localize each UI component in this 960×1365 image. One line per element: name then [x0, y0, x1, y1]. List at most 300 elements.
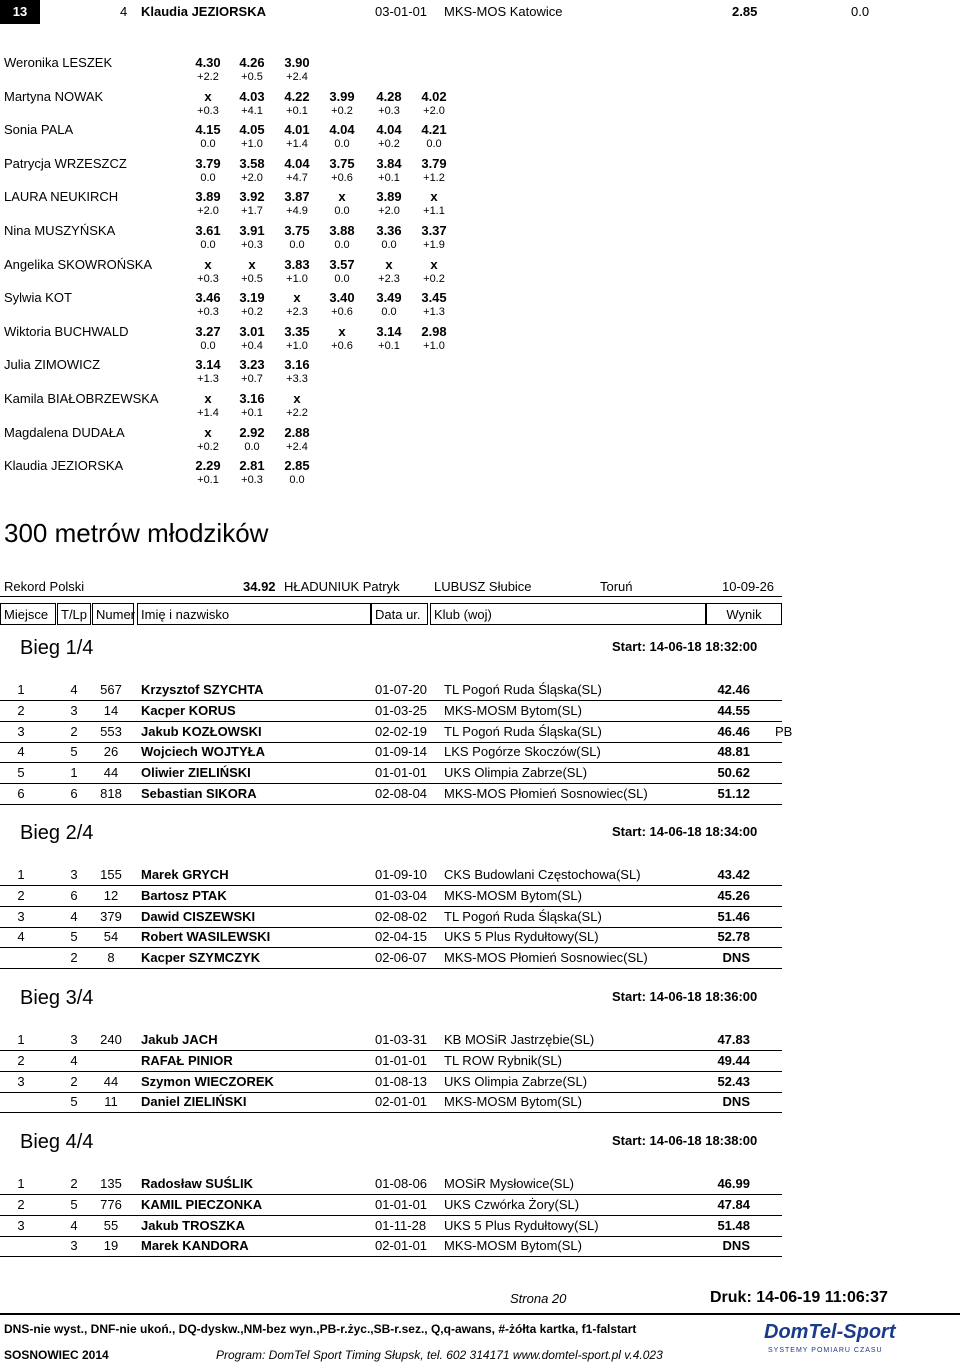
attempt-wind: +1.4	[286, 138, 308, 151]
record-value: 34.92	[243, 579, 276, 594]
attempt-result: 4.22	[284, 88, 310, 104]
cell-dob: 01-03-25	[375, 702, 428, 718]
attempt-result: 3.40	[329, 290, 355, 306]
cell-bib: 55	[103, 1217, 119, 1233]
cell-place: 4	[17, 744, 25, 760]
table-row	[0, 784, 782, 805]
record-holder: HŁADUNIUK Patryk	[284, 579, 400, 594]
attempt-result: 3.84	[376, 155, 402, 171]
attempt-result: 3.88	[329, 223, 355, 238]
cell-place: 1	[17, 1176, 25, 1191]
cell-place: 3	[17, 723, 25, 739]
cell-result: 51.12	[717, 786, 750, 801]
logo-subtext: SYSTEMY POMIARU CZASU	[768, 1347, 883, 1354]
cell-place: 2	[17, 1052, 25, 1068]
attempt-wind: +0.3	[241, 239, 263, 251]
attempt-wind: 0.0	[426, 138, 442, 151]
cell-result: 51.46	[717, 908, 750, 924]
attempt-wind: 0.0	[200, 138, 216, 151]
cell-bib: 135	[100, 1176, 122, 1191]
attempt-wind: +2.2	[286, 407, 308, 419]
attempt-athlete-name: LAURA NEUKIRCH	[4, 189, 119, 205]
cell-name: Oliwier ZIELIŃSKI	[141, 765, 251, 781]
attempt-wind: 0.0	[200, 171, 216, 184]
print-timestamp: Druk: 14-06-19 11:06:37	[710, 1289, 888, 1306]
cell-club: KB MOSiR Jastrzębie(SL)	[444, 1032, 595, 1047]
attempt-result: x	[293, 290, 301, 306]
cell-name: Jakub JACH	[141, 1032, 218, 1047]
cell-bib: 44	[103, 1073, 119, 1089]
record-club: LUBUSZ Słubice	[434, 579, 532, 594]
cell-dob: 01-08-06	[375, 1176, 428, 1191]
cell-place: 3	[17, 1073, 25, 1089]
cell-dob: 02-01-01	[375, 1238, 428, 1254]
table-row	[0, 907, 782, 928]
cell-place: 1	[17, 867, 25, 882]
header-lane: T/Lp	[57, 603, 91, 625]
wind: 0.0	[851, 4, 870, 19]
cell-dob: 02-01-01	[375, 1094, 428, 1110]
attempt-wind: +0.2	[197, 440, 219, 453]
cell-result: DNS	[722, 1094, 750, 1110]
dob: 03-01-01	[375, 4, 428, 19]
cell-lane: 5	[70, 1196, 78, 1212]
cell-bib: 155	[100, 867, 122, 882]
heat-start-time: Start: 14-06-18 18:34:00	[612, 824, 758, 839]
attempt-result: 3.75	[284, 223, 310, 238]
cell-place: 3	[17, 908, 25, 924]
club: MKS-MOS Katowice	[444, 4, 563, 19]
attempt-athlete-name: Nina MUSZYŃSKA	[4, 223, 116, 238]
table-row	[0, 680, 782, 701]
cell-lane: 6	[70, 786, 78, 801]
cell-place: 6	[17, 786, 25, 801]
attempt-result: 4.05	[239, 122, 265, 138]
attempt-wind: 0.0	[200, 339, 216, 352]
attempt-result: 3.57	[329, 256, 355, 272]
program-info: Program: DomTel Sport Timing Słupsk, tel. 602 314171 www.domtel-sport.pl v.4.023	[216, 1348, 663, 1362]
cell-result: 52.43	[717, 1073, 750, 1089]
attempt-result: x	[248, 256, 256, 272]
attempt-wind: +0.3	[241, 474, 263, 487]
cell-lane: 4	[70, 908, 78, 924]
attempt-result: 4.21	[421, 122, 447, 138]
attempt-wind: +2.3	[286, 306, 308, 319]
cell-bib: 54	[103, 929, 119, 945]
cell-club: MKS-MOSM Bytom(SL)	[444, 1238, 582, 1254]
result: 2.85	[732, 4, 758, 19]
attempt-result: 3.37	[421, 223, 447, 238]
cell-name: Radosław SUŚLIK	[141, 1176, 253, 1191]
cell-result: 48.81	[717, 744, 750, 760]
attempt-result: 3.35	[284, 323, 310, 339]
record-date: 10-09-26	[722, 579, 775, 594]
heat-title: Bieg 3/4	[20, 987, 94, 1009]
attempt-result: 4.01	[284, 122, 310, 138]
attempt-athlete-name: Wiktoria BUCHWALD	[4, 323, 129, 339]
cell-dob: 02-08-02	[375, 908, 428, 924]
attempt-result: 2.85	[284, 458, 310, 474]
attempt-wind: +0.5	[241, 272, 263, 285]
attempt-wind: +0.3	[197, 272, 219, 285]
cell-lane: 2	[70, 1073, 78, 1089]
cell-lane: 4	[70, 1217, 78, 1233]
cell-name: Jakub KOZŁOWSKI	[141, 723, 262, 739]
cell-dob: 02-04-15	[375, 929, 428, 945]
attempt-wind: 0.0	[334, 239, 350, 251]
cell-name: Dawid CISZEWSKI	[141, 908, 256, 924]
cell-name: Bartosz PTAK	[141, 887, 227, 903]
table-row	[0, 1236, 782, 1257]
attempt-athlete-name: Magdalena DUDAŁA	[4, 424, 125, 440]
cell-club: MKS-MOSM Bytom(SL)	[444, 887, 582, 903]
attempt-result: 3.89	[195, 189, 221, 205]
cell-club: CKS Budowlani Częstochowa(SL)	[444, 867, 641, 882]
attempt-wind: +0.1	[378, 171, 400, 184]
cell-place: 1	[17, 1032, 25, 1047]
cell-name: Kacper SZYMCZYK	[141, 950, 261, 966]
attempt-result: 3.90	[284, 55, 310, 70]
cell-name: RAFAŁ PINIOR	[141, 1052, 233, 1068]
cell-dob: 02-02-19	[375, 723, 428, 739]
attempt-wind: +0.3	[197, 104, 219, 117]
cell-name: Jakub TROSZKA	[141, 1217, 246, 1233]
table-row	[0, 763, 782, 784]
attempt-result: 3.45	[421, 290, 447, 306]
attempt-wind: +4.1	[241, 104, 263, 117]
attempt-result: 3.92	[239, 189, 265, 205]
attempt-result: 4.03	[239, 88, 265, 104]
attempt-result: 3.23	[239, 357, 265, 373]
cell-note: PB	[775, 723, 793, 739]
attempt-wind: +1.0	[286, 339, 308, 352]
attempt-wind: +0.4	[241, 339, 263, 352]
cell-dob: 01-11-28	[375, 1217, 427, 1233]
cell-result: 49.44	[717, 1052, 750, 1068]
cell-dob: 01-01-01	[375, 1196, 428, 1212]
cell-bib: 567	[100, 682, 122, 697]
attempt-result: 3.58	[239, 155, 265, 171]
heat-start-time: Start: 14-06-18 18:36:00	[612, 989, 758, 1004]
cell-dob: 01-09-14	[375, 744, 428, 760]
attempt-result: x	[430, 256, 438, 272]
row-number-badge: 13	[0, 0, 40, 24]
attempt-result: 4.02	[421, 88, 447, 104]
cell-lane: 5	[70, 1094, 78, 1110]
section-title: 300 metrów młodzików	[4, 518, 269, 548]
attempt-result: 3.99	[329, 88, 355, 104]
cell-lane: 3	[70, 1032, 78, 1047]
attempt-wind: +0.7	[241, 373, 263, 386]
attempt-wind: +0.2	[241, 306, 263, 319]
attempt-result: 2.81	[239, 458, 265, 474]
cell-result: DNS	[722, 950, 750, 966]
cell-dob: 02-06-07	[375, 950, 428, 966]
cell-lane: 2	[70, 1176, 78, 1191]
attempt-wind: +1.1	[423, 205, 445, 218]
attempt-wind: +0.1	[241, 407, 263, 419]
cell-place: 2	[17, 1196, 25, 1212]
attempt-wind: +1.9	[423, 239, 445, 251]
cell-name: Daniel ZIELIŃSKI	[141, 1094, 247, 1110]
cell-lane: 3	[70, 1238, 78, 1254]
attempt-result: 3.46	[195, 290, 221, 306]
cell-lane: 2	[70, 950, 78, 966]
cell-result: 50.62	[717, 765, 750, 781]
cell-result: 42.46	[717, 682, 750, 697]
cell-lane: 1	[70, 765, 78, 781]
cell-club: UKS Olimpia Zabrze(SL)	[444, 1073, 588, 1089]
header-place: Miejsce	[0, 603, 56, 625]
attempt-wind: +2.4	[286, 440, 308, 453]
attempt-result: x	[338, 323, 346, 339]
table-row	[0, 1030, 782, 1051]
attempt-result: 3.61	[195, 223, 221, 238]
cell-result: 47.84	[717, 1196, 750, 1212]
attempt-result: x	[204, 391, 212, 406]
cell-club: UKS Czwórka Żory(SL)	[444, 1196, 580, 1212]
attempt-wind: +3.3	[286, 373, 308, 386]
cell-result: 43.42	[717, 867, 750, 882]
attempt-result: 3.75	[329, 155, 355, 171]
attempt-result: 3.01	[239, 323, 265, 339]
attempt-wind: +1.7	[241, 205, 263, 218]
attempt-result: 3.16	[239, 391, 265, 406]
cell-name: Sebastian SIKORA	[141, 786, 257, 801]
cell-club: TL Pogoń Ruda Śląska(SL)	[444, 682, 602, 697]
cell-club: MKS-MOS Płomień Sosnowiec(SL)	[444, 950, 648, 966]
header-club: Klub (woj)	[430, 603, 706, 625]
attempt-result: 2.98	[421, 323, 447, 339]
attempt-result: x	[430, 189, 438, 205]
table-row	[0, 1174, 782, 1195]
attempt-result: x	[204, 256, 212, 272]
cell-lane: 5	[70, 929, 78, 945]
attempt-result: 4.30	[195, 55, 221, 70]
attempt-athlete-name: Sylwia KOT	[4, 290, 72, 306]
cell-bib: 553	[100, 723, 122, 739]
attempt-result: 4.28	[376, 88, 402, 104]
cell-dob: 02-08-04	[375, 786, 428, 801]
table-row	[0, 701, 782, 722]
attempt-wind: +0.1	[197, 474, 219, 487]
attempt-result: 4.04	[376, 122, 402, 138]
attempt-result: 3.83	[284, 256, 310, 272]
attempt-result: 3.19	[239, 290, 265, 306]
attempt-result: 3.36	[376, 223, 402, 238]
cell-club: MOSiR Mysłowice(SL)	[444, 1176, 575, 1191]
attempt-wind: 0.0	[381, 306, 397, 319]
cell-bib: 14	[103, 702, 119, 718]
cell-bib: 12	[103, 887, 119, 903]
attempt-athlete-name: Kamila BIAŁOBRZEWSKA	[4, 391, 159, 406]
table-row	[0, 1195, 782, 1216]
cell-bib: 379	[100, 908, 122, 924]
cell-bib: 26	[103, 744, 119, 760]
cell-result: DNS	[722, 1238, 750, 1254]
attempt-athlete-name: Klaudia JEZIORSKA	[4, 458, 124, 474]
attempt-athlete-name: Weronika LESZEK	[4, 55, 113, 70]
attempt-wind: +2.2	[197, 71, 219, 83]
cell-place: 4	[17, 929, 25, 945]
header-bib: Numer	[92, 603, 134, 625]
attempt-wind: 0.0	[244, 440, 260, 453]
record-label: Rekord Polski	[4, 579, 85, 594]
cell-name: Marek KANDORA	[141, 1238, 249, 1254]
cell-name: Krzysztof SZYCHTA	[141, 682, 264, 697]
attempt-result: 3.14	[195, 357, 221, 373]
cell-result: 51.48	[717, 1217, 750, 1233]
attempt-athlete-name: Sonia PALA	[4, 122, 74, 138]
heat-start-time: Start: 14-06-18 18:32:00	[612, 639, 758, 654]
cell-dob: 01-01-01	[375, 1052, 428, 1068]
attempt-wind: 0.0	[334, 272, 350, 285]
attempt-wind: 0.0	[334, 138, 350, 151]
attempt-result: 4.04	[284, 155, 310, 171]
cell-lane: 5	[70, 744, 78, 760]
heat-title: Bieg 1/4	[20, 637, 94, 659]
attempt-wind: +4.9	[286, 205, 308, 218]
attempt-wind: +0.6	[331, 306, 353, 319]
attempt-athlete-name: Martyna NOWAK	[4, 88, 104, 104]
attempt-result: x	[204, 88, 212, 104]
cell-club: UKS Olimpia Zabrze(SL)	[444, 765, 588, 781]
athlete-name: Klaudia JEZIORSKA	[141, 4, 266, 19]
cell-dob: 01-03-04	[375, 887, 428, 903]
attempt-wind: +1.0	[241, 138, 263, 151]
attempt-result: x	[338, 189, 346, 205]
cell-dob: 01-08-13	[375, 1073, 428, 1089]
attempt-wind: +0.5	[241, 71, 263, 83]
attempt-wind: +2.3	[378, 272, 400, 285]
record-row	[0, 578, 782, 597]
cell-place: 5	[17, 765, 25, 781]
header-dob: Data ur.	[371, 603, 428, 625]
attempt-wind: 0.0	[200, 239, 216, 251]
attempt-result: 4.15	[195, 122, 221, 138]
cell-result: 44.55	[717, 702, 750, 718]
cell-name: Robert WASILEWSKI	[141, 929, 271, 945]
attempt-wind: +1.2	[423, 171, 445, 184]
cell-club: UKS 5 Plus Rydułtowy(SL)	[444, 929, 599, 945]
place: 4	[120, 4, 128, 19]
attempt-result: 4.26	[239, 55, 265, 70]
record-place: Toruń	[600, 579, 633, 594]
cell-result: 47.83	[717, 1032, 750, 1047]
table-row	[0, 722, 793, 743]
cell-dob: 01-01-01	[375, 765, 428, 781]
attempt-result: 3.87	[284, 189, 310, 205]
cell-club: MKS-MOS Płomień Sosnowiec(SL)	[444, 786, 648, 801]
domtel-logo	[756, 1320, 906, 1360]
attempt-result: 3.79	[195, 155, 221, 171]
table-row	[0, 865, 782, 886]
attempt-result: x	[293, 391, 301, 406]
attempt-wind: +0.2	[331, 104, 353, 117]
page-number: Strona 20	[510, 1291, 567, 1306]
cell-lane: 3	[70, 867, 78, 882]
cell-result: 52.78	[717, 929, 750, 945]
attempt-result: x	[385, 256, 393, 272]
event-name: SOSNOWIEC 2014	[4, 1348, 109, 1362]
top-result-row	[0, 0, 960, 24]
table-row	[0, 742, 782, 763]
cell-club: TL Pogoń Ruda Śląska(SL)	[444, 908, 602, 924]
attempt-wind: 0.0	[334, 205, 350, 218]
header-result: Wynik	[706, 603, 782, 625]
cell-bib: 44	[103, 765, 119, 781]
cell-place: 3	[17, 1217, 25, 1233]
attempt-result: 3.16	[284, 357, 310, 373]
attempt-wind: +1.0	[286, 272, 308, 285]
attempt-wind: +2.0	[197, 205, 219, 218]
cell-club: UKS 5 Plus Rydułtowy(SL)	[444, 1217, 599, 1233]
attempt-wind: +1.3	[197, 373, 219, 386]
attempt-result: 2.29	[195, 458, 221, 474]
cell-name: Szymon WIECZOREK	[141, 1073, 274, 1089]
attempt-wind: +0.2	[423, 272, 445, 285]
attempt-result: x	[204, 424, 212, 440]
attempt-athlete-name: Patrycja WRZESZCZ	[4, 155, 127, 171]
attempt-result: 3.91	[239, 223, 265, 238]
cell-bib: 11	[104, 1094, 118, 1110]
cell-lane: 3	[70, 702, 78, 718]
cell-name: KAMIL PIECZONKA	[141, 1196, 263, 1212]
attempt-wind: +2.0	[378, 205, 400, 218]
attempt-wind: +0.1	[286, 104, 308, 117]
attempt-wind: +0.2	[378, 138, 400, 151]
attempt-result: 4.04	[329, 122, 355, 138]
attempt-wind: +0.6	[331, 339, 353, 352]
cell-lane: 4	[70, 682, 78, 697]
cell-name: Marek GRYCH	[141, 867, 229, 882]
heat-title: Bieg 2/4	[20, 822, 94, 844]
header-name: Imię i nazwisko	[137, 603, 371, 625]
cell-dob: 01-03-31	[375, 1032, 428, 1047]
table-row	[0, 1216, 782, 1237]
cell-lane: 6	[70, 887, 78, 903]
attempt-wind: 0.0	[381, 239, 397, 251]
heat-title: Bieg 4/4	[20, 1131, 94, 1153]
table-row	[0, 886, 782, 907]
attempt-wind: +0.3	[378, 104, 400, 117]
attempt-wind: 0.0	[289, 239, 305, 251]
cell-bib: 240	[100, 1032, 122, 1047]
cell-lane: 4	[70, 1052, 78, 1068]
heat-start-time: Start: 14-06-18 18:38:00	[612, 1133, 758, 1148]
logo-text: DomTel-Sport	[764, 1321, 896, 1343]
cell-name: Kacper KORUS	[141, 702, 236, 718]
attempt-wind: +1.0	[423, 339, 445, 352]
cell-bib: 8	[107, 950, 115, 966]
attempt-wind: +0.1	[378, 339, 400, 352]
table-row	[0, 1092, 782, 1113]
cell-result: 46.46	[717, 723, 750, 739]
cell-result: 46.99	[717, 1176, 750, 1191]
footer-divider	[0, 1313, 960, 1315]
legend: DNS-nie wyst., DNF-nie ukoń., DQ-dyskw.,NM-bez wyn.,PB-r.życ.,SB-r.sez., Q,q-awans, #-żółta kartka, f1-falstart	[4, 1322, 637, 1336]
cell-bib: 818	[100, 786, 122, 801]
attempt-result: 3.14	[376, 323, 402, 339]
table-row	[0, 1051, 782, 1072]
attempt-result: 3.49	[376, 290, 402, 306]
attempt-wind: +1.3	[423, 306, 445, 319]
attempt-wind: 0.0	[289, 474, 305, 487]
cell-bib: 19	[103, 1238, 119, 1254]
cell-place: 2	[17, 887, 25, 903]
attempt-wind: +2.0	[241, 171, 263, 184]
cell-place: 2	[17, 702, 25, 718]
